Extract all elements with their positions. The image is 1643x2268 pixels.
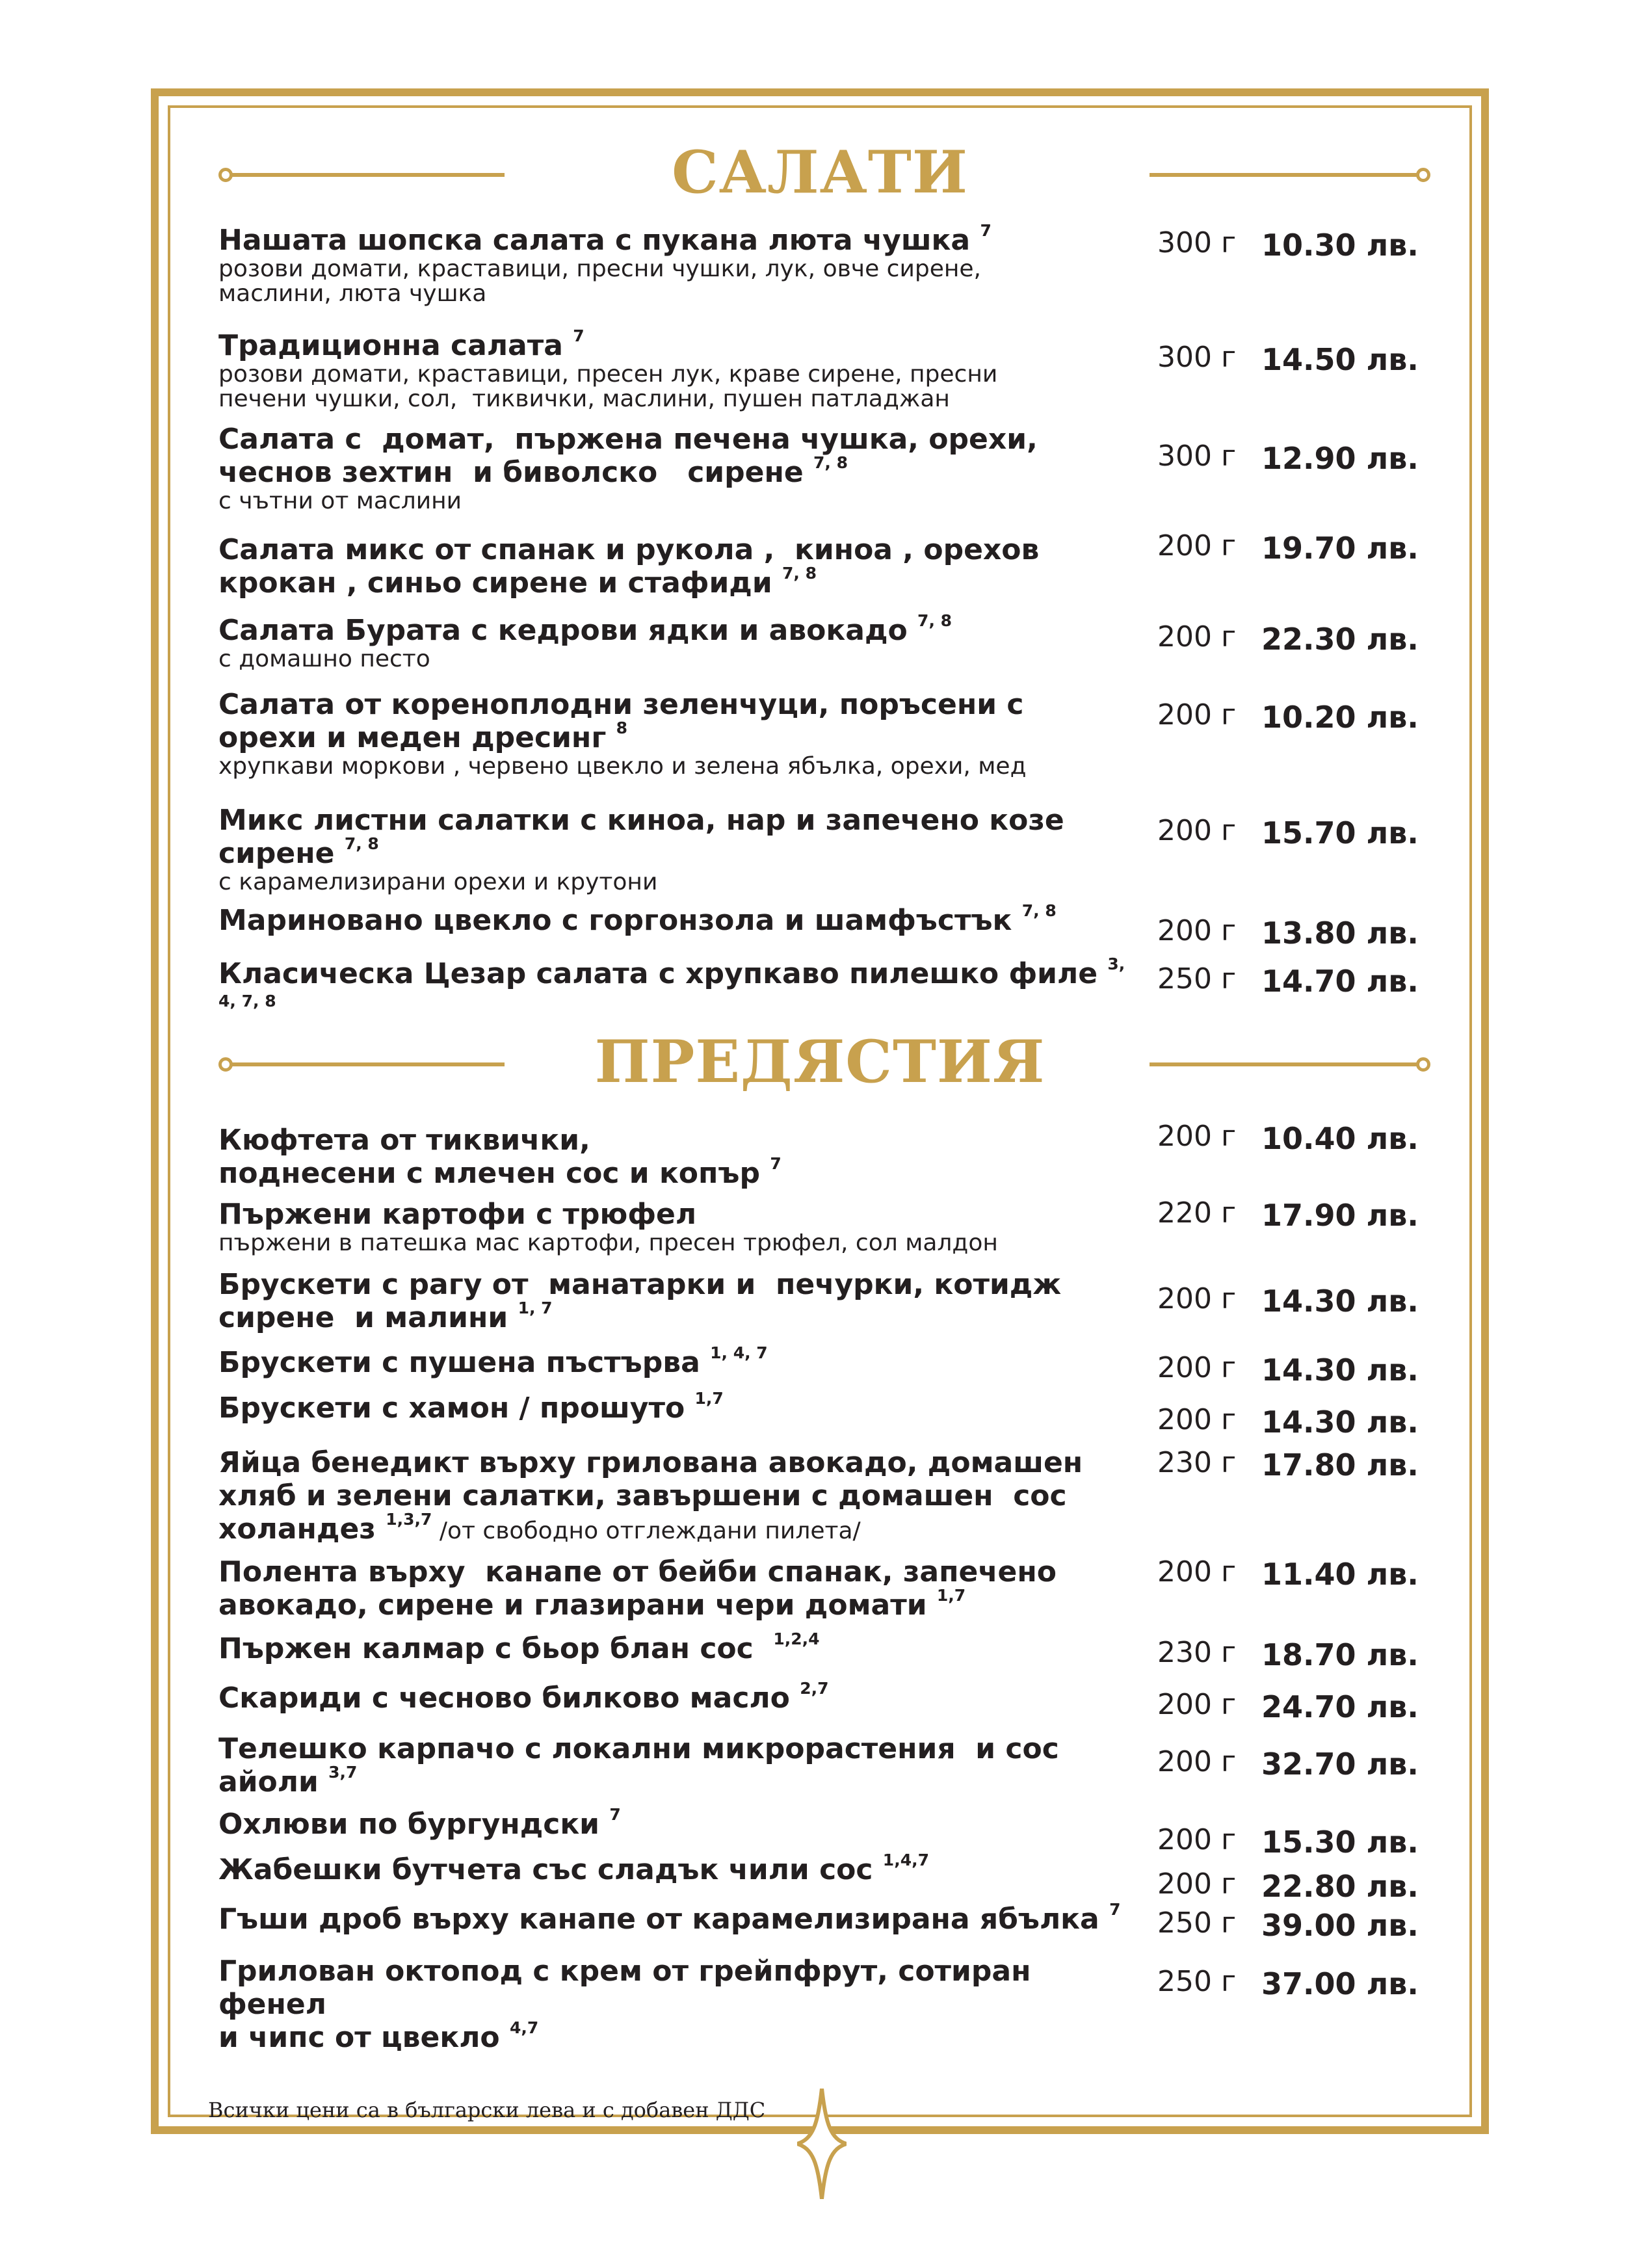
item-name xyxy=(218,423,1129,489)
allergen-codes: 1,2,4 xyxy=(773,1629,820,1648)
item-name xyxy=(218,1629,1129,1665)
item-description: с чътни от маслини xyxy=(218,488,462,514)
item-weight: 200 г xyxy=(1157,1282,1237,1315)
menu-item xyxy=(218,423,1129,514)
item-name xyxy=(218,326,1129,362)
star-ornament xyxy=(797,2089,847,2199)
allergen-codes: 1, 4, 7 xyxy=(710,1343,768,1362)
item-price: 24.70 лв. xyxy=(1261,1689,1419,1724)
item-name xyxy=(218,533,1129,600)
item-title: Салата от кореноплодни зеленчуци, поръсени с орехи и меден дресинг xyxy=(218,688,1024,754)
menu-item xyxy=(218,1955,1129,2054)
item-title: Салата Бурата с кедрови ядки и авокадо xyxy=(218,614,908,647)
allergen-codes: 1,4,7 xyxy=(882,1851,929,1869)
menu-item xyxy=(218,1732,1129,1799)
item-title: Брускети с рагу от манатарки и печурки, котидж сирене и малини xyxy=(218,1268,1062,1334)
allergen-codes-continued xyxy=(218,990,1129,1010)
menu-item xyxy=(218,688,1129,779)
item-weight: 230 г xyxy=(1157,1446,1237,1479)
item-weight: 200 г xyxy=(1157,620,1237,653)
menu-item xyxy=(218,1198,1129,1256)
item-price: 10.40 лв. xyxy=(1261,1121,1419,1156)
allergen-codes: 7, 8 xyxy=(344,834,379,853)
item-weight: 200 г xyxy=(1157,1351,1237,1384)
allergen-codes: 7 xyxy=(770,1154,782,1173)
menu-item xyxy=(218,804,1129,895)
menu-item xyxy=(218,326,1129,412)
allergen-codes: 7, 8 xyxy=(813,453,848,472)
item-title: Телешко карпачо с локални микрорастения и сос айоли xyxy=(218,1732,1059,1799)
item-weight: 250 г xyxy=(1157,1965,1237,1998)
item-name xyxy=(218,1555,1129,1622)
menu-item xyxy=(218,611,1129,672)
item-weight: 300 г xyxy=(1157,226,1237,259)
item-name xyxy=(218,1900,1129,1936)
item-price: 19.70 лв. xyxy=(1261,531,1419,566)
item-title: Грилован октопод с крем от грейпфрут, сотиран фенел и чипс от цвекло xyxy=(218,1955,1031,2054)
item-price: 15.30 лв. xyxy=(1261,1825,1419,1860)
item-weight: 200 г xyxy=(1157,529,1237,562)
allergen-codes: 7 xyxy=(980,221,992,240)
item-weight: 300 г xyxy=(1157,341,1237,374)
item-name xyxy=(218,1124,1129,1190)
allergen-codes: 8 xyxy=(616,719,628,737)
item-description: с домашно песто xyxy=(218,646,430,672)
item-price: 12.90 лв. xyxy=(1261,441,1419,476)
section-title-salads: САЛАТИ xyxy=(672,138,968,207)
allergen-codes: 1,7 xyxy=(936,1586,966,1605)
item-title: Салата микс от спанак и рукола , киноа , орехов крокан , синьо сирене и стафиди xyxy=(218,533,1040,600)
item-price: 14.30 лв. xyxy=(1261,1404,1419,1440)
item-price: 22.30 лв. xyxy=(1261,622,1419,657)
allergen-codes: 7, 8 xyxy=(782,564,817,583)
item-name xyxy=(218,1268,1129,1334)
item-name xyxy=(218,957,1129,990)
vat-note: Всички цени са в български лева и с добавен ДДС xyxy=(208,2098,766,2122)
item-price: 14.70 лв. xyxy=(1261,964,1419,999)
item-title: Брускети с хамон / прошуто xyxy=(218,1391,685,1425)
item-weight: 200 г xyxy=(1157,1745,1237,1778)
item-name xyxy=(218,688,1129,754)
item-title: Яйца бенедикт върху грилована авокадо, домашен хляб и зелени салатки, завършени с домашен сос холандез xyxy=(218,1446,1083,1546)
item-title: Полента върху канапе от бейби спанак, запечено авокадо, сирене и глазирани чери домати xyxy=(218,1555,1057,1622)
item-title: Пържен калмар с бьор блан сос xyxy=(218,1632,764,1665)
item-description: хрупкави моркови , червено цвекло и зелена ябълка, орехи, мед xyxy=(218,753,1027,780)
item-price: 32.70 лв. xyxy=(1261,1747,1419,1782)
item-weight: 250 г xyxy=(1157,1906,1237,1940)
item-title: Гъши дроб върху канапе от карамелизирана ябълка xyxy=(218,1903,1099,1936)
item-price: 10.30 лв. xyxy=(1261,228,1419,263)
item-title: Кюфтета от тиквички, поднесени с млечен сос и копър xyxy=(218,1124,760,1190)
item-price: 37.00 лв. xyxy=(1261,1966,1419,2001)
item-price: 14.30 лв. xyxy=(1261,1284,1419,1319)
item-weight: 200 г xyxy=(1157,1867,1237,1901)
item-weight: 200 г xyxy=(1157,1555,1237,1589)
allergen-codes: 4,7 xyxy=(509,2018,539,2037)
item-title: Мариновано цвекло с горгонзола и шамфъстък xyxy=(218,904,1012,937)
item-weight: 250 г xyxy=(1157,962,1237,996)
item-name xyxy=(218,1805,1129,1841)
item-title: Охлюви по бургундски xyxy=(218,1808,600,1841)
item-price: 11.40 лв. xyxy=(1261,1557,1419,1592)
item-description: пържени в патешка мас картофи, пресен трюфел, сол малдон xyxy=(218,1230,998,1256)
item-title: Жабешки бутчета със сладък чили сос xyxy=(218,1853,873,1886)
item-price: 13.80 лв. xyxy=(1261,916,1419,951)
item-description: с карамелизирани орехи и крутони xyxy=(218,869,658,895)
item-price: 18.70 лв. xyxy=(1261,1637,1419,1672)
allergen-codes: 4, 7, 8 xyxy=(218,992,276,1010)
menu-item xyxy=(218,1853,1129,1886)
item-weight: 200 г xyxy=(1157,1120,1237,1153)
item-title: Салата с домат, пържена печена чушка, орехи, чеснов зехтин и биволско сирене xyxy=(218,423,1038,489)
item-weight: 220 г xyxy=(1157,1196,1237,1230)
item-title: Пържени картофи с трюфел xyxy=(218,1198,697,1231)
item-name xyxy=(218,1732,1129,1799)
allergen-codes: 3,7 xyxy=(328,1763,358,1782)
menu-item xyxy=(218,1446,1129,1548)
section-title-starters: ПРЕДЯСТИЯ xyxy=(594,1027,1045,1096)
item-price: 17.80 лв. xyxy=(1261,1447,1419,1483)
item-name xyxy=(218,1198,1129,1231)
item-title: Традиционна салата xyxy=(218,329,563,362)
menu-item xyxy=(218,1124,1129,1190)
menu-item xyxy=(218,955,1129,1010)
allergen-codes: 7, 8 xyxy=(1021,901,1057,920)
allergen-codes: 7 xyxy=(609,1805,621,1824)
item-weight: 200 г xyxy=(1157,914,1237,947)
item-title: Класическа Цезар салата с хрупкаво пилешко филе xyxy=(218,957,1098,990)
menu-item xyxy=(218,1681,1129,1715)
menu-item xyxy=(218,1900,1129,1936)
allergen-codes: 1,3,7 xyxy=(386,1510,432,1529)
item-price: 15.70 лв. xyxy=(1261,815,1419,850)
item-title: Скариди с чесново билково масло xyxy=(218,1681,790,1715)
item-price: 22.80 лв. xyxy=(1261,1869,1419,1904)
item-name xyxy=(218,611,1129,647)
menu-item xyxy=(218,1629,1129,1665)
item-weight: 230 г xyxy=(1157,1636,1237,1669)
item-price: 17.90 лв. xyxy=(1261,1198,1419,1233)
allergen-codes: 2,7 xyxy=(800,1679,829,1698)
item-name xyxy=(218,901,1129,937)
item-name xyxy=(218,221,1129,257)
item-name xyxy=(218,1446,1129,1548)
menu-item xyxy=(218,1805,1129,1841)
item-weight: 200 г xyxy=(1157,1403,1237,1436)
item-weight: 300 г xyxy=(1157,440,1237,473)
allergen-codes: 7 xyxy=(1109,1900,1121,1919)
item-weight: 200 г xyxy=(1157,1688,1237,1721)
allergen-codes: 1, 7 xyxy=(518,1299,553,1317)
allergen-codes: 7, 8 xyxy=(917,611,953,630)
item-description: розови домати, краставици, пресен лук, краве сирене, пресни печени чушки, сол, тиквички, маслини, пушен патладжан xyxy=(218,361,998,412)
item-weight: 200 г xyxy=(1157,698,1237,732)
item-price: 10.20 лв. xyxy=(1261,700,1419,735)
item-note: /от свободно отглеждани пилета/ xyxy=(432,1518,861,1544)
item-name xyxy=(218,1343,1129,1379)
item-name xyxy=(218,804,1129,870)
item-price: 39.00 лв. xyxy=(1261,1908,1419,1943)
menu-item xyxy=(218,221,1129,307)
menu-item xyxy=(218,901,1129,937)
item-weight: 200 г xyxy=(1157,814,1237,847)
menu-item xyxy=(218,1343,1129,1379)
allergen-codes: 3, xyxy=(1107,955,1125,973)
item-name xyxy=(218,1391,1129,1425)
menu-item xyxy=(218,1391,1129,1425)
item-name xyxy=(218,1955,1129,2054)
item-title: Брускети с пушена пъстърва xyxy=(218,1346,700,1379)
item-title: Нашата шопска салата с пукана люта чушка xyxy=(218,224,971,257)
allergen-codes: 1,7 xyxy=(694,1389,724,1408)
menu-item xyxy=(218,533,1129,600)
item-name xyxy=(218,1853,1129,1886)
item-description: розови домати, краставици, пресни чушки, лук, овче сирене, маслини, люта чушка xyxy=(218,256,981,307)
allergen-codes: 7 xyxy=(573,326,585,345)
menu-item xyxy=(218,1268,1129,1334)
item-title: Микс листни салатки с киноа, нар и запечено козе сирене xyxy=(218,804,1064,870)
item-weight: 200 г xyxy=(1157,1823,1237,1856)
item-price: 14.30 лв. xyxy=(1261,1352,1419,1388)
item-name xyxy=(218,1681,1129,1715)
item-price: 14.50 лв. xyxy=(1261,342,1419,377)
menu-item xyxy=(218,1555,1129,1622)
